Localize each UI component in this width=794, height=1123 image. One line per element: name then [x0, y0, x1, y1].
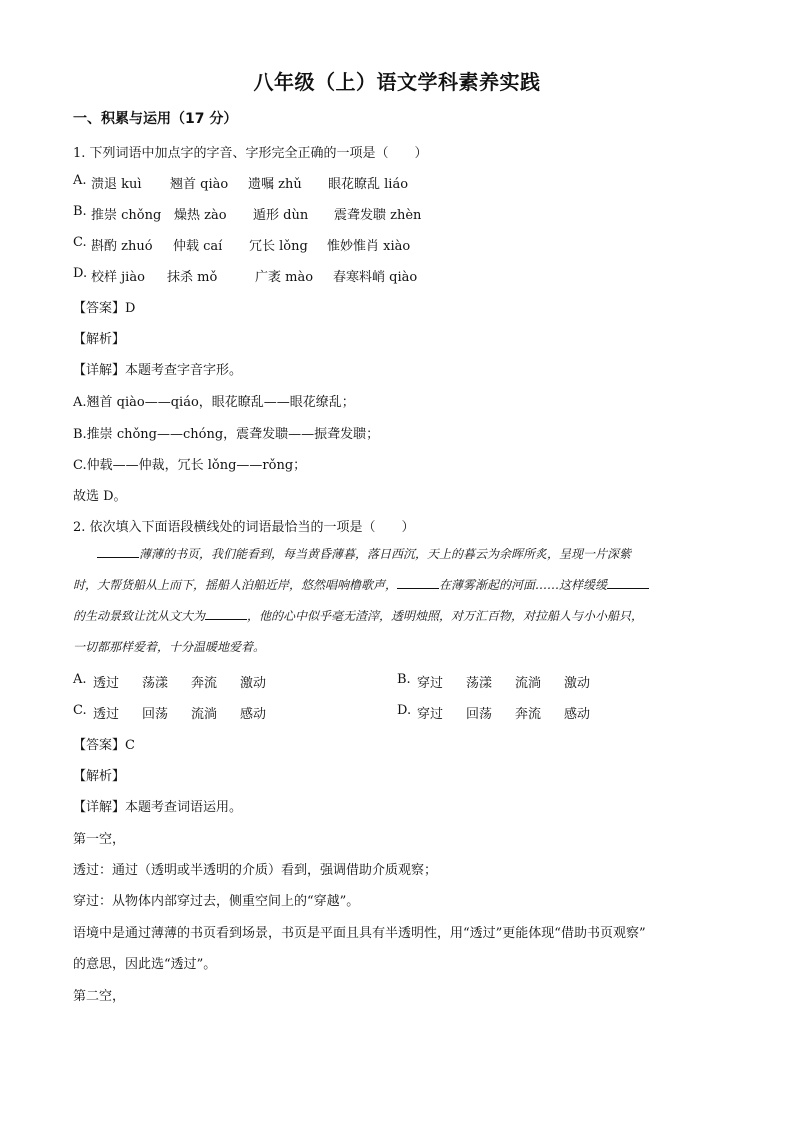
q1-detail: 【详解】本题考查字音字形。 — [73, 363, 243, 378]
option-letter: D. — [397, 703, 412, 718]
passage-text: 时，大帮货船从上而下，摇船人泊船近岸，悠然唱响橹歌声， — [73, 578, 398, 592]
option-word: 广袤 mào — [255, 270, 314, 285]
fill-blank — [607, 574, 649, 589]
option-word: 遗嘱 zhǔ — [248, 177, 302, 192]
fill-blank — [205, 605, 247, 620]
q1-explanation-line: B.推崇 chǒng——chóng，震聋发聩——振聋发聩； — [73, 427, 380, 442]
q1-explanation-line: A.翘首 qiào——qiáo，眼花瞭乱——眼花缭乱； — [73, 395, 355, 410]
passage-text: 的生动景致让沈从文大为 — [73, 609, 206, 623]
option-letter: D. — [73, 266, 88, 281]
passage-line — [73, 601, 733, 632]
option-word: 眼花瞭乱 liáo — [328, 177, 409, 192]
option-letter: A. — [73, 173, 87, 188]
q1-explanation-line: 故选 D。 — [73, 489, 127, 504]
option-word: 激动 — [240, 676, 267, 691]
option-word: 穿过 — [417, 707, 444, 722]
option-word: 流淌 — [515, 676, 542, 691]
option-word: 翘首 qiào — [170, 177, 229, 192]
option-letter: C. — [73, 235, 87, 250]
q2-detail: 【详解】本题考查词语运用。 — [73, 800, 243, 815]
option-word: 奔流 — [515, 707, 542, 722]
q2-answer: 【答案】C — [73, 738, 135, 753]
passage-line — [73, 570, 733, 601]
option-word: 感动 — [240, 707, 267, 722]
q2-explanation-line: 第二空， — [73, 989, 126, 1004]
option-word: 激动 — [564, 676, 591, 691]
passage-text: 在薄雾渐起的河面……这样缓缓 — [439, 578, 608, 592]
option-word: 仲载 caí — [173, 239, 223, 254]
fill-blank — [97, 543, 139, 558]
q2-option-b — [397, 672, 591, 691]
passage-line — [73, 539, 733, 570]
option-word: 奔流 — [191, 676, 218, 691]
option-word: 推崇 chǒng — [91, 208, 162, 223]
option-word: 回荡 — [142, 707, 169, 722]
option-word: 春寒料峭 qiào — [333, 270, 418, 285]
passage-text: 薄薄的书页，我们能看到，每当黄昏薄暮，落日西沉，天上的暮云为余晖所炙，呈现一片深紫 — [139, 547, 632, 561]
q1-analysis-label: 【解析】 — [73, 332, 126, 347]
option-word: 透过 — [93, 707, 120, 722]
q2-explanation-line: 语境中是通过薄薄的书页看到场景，书页是平面且具有半透明性，用“透过”更能体现“借助书页观察” — [73, 926, 646, 941]
option-word: 校样 jiào — [91, 270, 145, 285]
option-word: 冗长 lǒng — [249, 239, 308, 254]
option-word: 燥热 zào — [174, 208, 227, 223]
option-word: 穿过 — [417, 676, 444, 691]
q1-option-b — [73, 204, 422, 223]
passage-line — [73, 632, 733, 663]
q1-option-a — [73, 173, 409, 192]
question-2-stem: 2. 依次填入下面语段横线处的词语最恰当的一项是（ ） — [73, 520, 415, 535]
q2-passage — [73, 539, 733, 663]
q1-answer: 【答案】D — [73, 301, 136, 316]
option-word: 回荡 — [466, 707, 493, 722]
q2-explanation-line: 的意思，因此选“透过”。 — [73, 957, 217, 972]
option-letter: C. — [73, 703, 87, 718]
option-word: 斟酌 zhuó — [91, 239, 153, 254]
q1-explanation-line: C.仲载——仲裁，冗长 lǒng——rǒng； — [73, 458, 307, 473]
q1-option-d — [73, 266, 418, 285]
option-letter: A. — [73, 672, 87, 687]
q2-option-d — [397, 703, 591, 722]
option-word: 流淌 — [191, 707, 218, 722]
option-word: 惟妙惟肖 xiào — [327, 239, 411, 254]
q2-option-c — [73, 703, 267, 722]
option-word: 透过 — [93, 676, 120, 691]
passage-text: ，他的心中似乎毫无渣滓，透明烛照，对万汇百物，对拉船人与小小船只， — [247, 609, 644, 623]
passage-text: 一切都那样爱着，十分温暖地爱着。 — [73, 640, 266, 654]
q2-explanation-line: 穿过：从物体内部穿过去，侧重空间上的“穿越”。 — [73, 894, 360, 909]
question-1-stem: 1. 下列词语中加点字的字音、字形完全正确的一项是（ ） — [73, 146, 428, 161]
fill-blank — [397, 574, 439, 589]
option-letter: B. — [397, 672, 411, 687]
option-word: 遁形 dùn — [253, 208, 309, 223]
option-word: 震聋发聩 zhèn — [334, 208, 422, 223]
q2-explanation-line: 第一空， — [73, 832, 126, 847]
option-word: 感动 — [564, 707, 591, 722]
q2-analysis-label: 【解析】 — [73, 769, 126, 784]
option-letter: B. — [73, 204, 87, 219]
section-heading: 一、积累与运用（17 分） — [73, 111, 238, 127]
option-word: 荡漾 — [142, 676, 169, 691]
q2-explanation-line: 透过：通过（透明或半透明的介质）看到，强调借助介质观察； — [73, 863, 438, 878]
q2-option-a — [73, 672, 267, 691]
q1-option-c — [73, 235, 411, 254]
option-word: 荡漾 — [466, 676, 493, 691]
option-word: 溃退 kuì — [91, 177, 142, 192]
option-word: 抹杀 mǒ — [167, 270, 218, 285]
page-title: 八年级（上）语文学科素养实践 — [253, 70, 541, 94]
